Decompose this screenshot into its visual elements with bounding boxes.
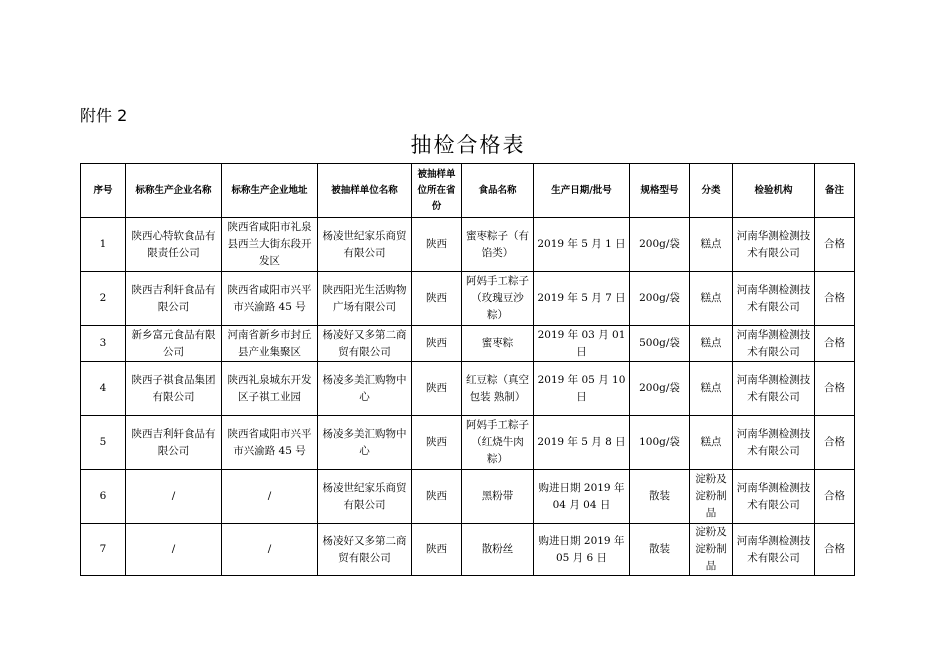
table-row bbox=[81, 416, 855, 470]
cell-province: 陕西 bbox=[412, 416, 462, 470]
cell-inspection-org: 河南华测检测技术有限公司 bbox=[733, 326, 815, 362]
cell-remark: 合格 bbox=[815, 326, 855, 362]
cell-production-date: 2019 年 5 月 1 日 bbox=[534, 218, 630, 272]
header-no: 序号 bbox=[81, 164, 126, 218]
inspection-table bbox=[80, 163, 855, 576]
cell-food-name: 阿妈手工粽子（玫瑰豆沙粽） bbox=[462, 272, 534, 326]
header-food-name: 食品名称 bbox=[462, 164, 534, 218]
cell-province: 陕西 bbox=[412, 362, 462, 416]
cell-spec: 200g/袋 bbox=[630, 218, 690, 272]
cell-producer-address: 陕西省咸阳市兴平市兴渝路 45 号 bbox=[222, 272, 318, 326]
cell-producer: / bbox=[126, 524, 222, 576]
cell-production-date: 购进日期 2019 年 05 月 6 日 bbox=[534, 524, 630, 576]
cell-producer-address: 陕西礼泉城东开发区子祺工业园 bbox=[222, 362, 318, 416]
cell-remark: 合格 bbox=[815, 416, 855, 470]
cell-producer: 陕西吉利轩食品有限公司 bbox=[126, 416, 222, 470]
cell-food-name: 黑粉带 bbox=[462, 470, 534, 524]
cell-category: 糕点 bbox=[690, 272, 733, 326]
cell-inspection-org: 河南华测检测技术有限公司 bbox=[733, 272, 815, 326]
cell-sampled-unit: 杨凌多美汇购物中心 bbox=[318, 416, 412, 470]
cell-no: 4 bbox=[81, 362, 126, 416]
cell-producer: 陕西子祺食品集团有限公司 bbox=[126, 362, 222, 416]
cell-remark: 合格 bbox=[815, 272, 855, 326]
cell-spec: 200g/袋 bbox=[630, 272, 690, 326]
cell-production-date: 购进日期 2019 年 04 月 04 日 bbox=[534, 470, 630, 524]
cell-spec: 100g/袋 bbox=[630, 416, 690, 470]
table-row bbox=[81, 524, 855, 576]
cell-inspection-org: 河南华测检测技术有限公司 bbox=[733, 470, 815, 524]
table-row bbox=[81, 362, 855, 416]
cell-production-date: 2019 年 03 月 01 日 bbox=[534, 326, 630, 362]
cell-remark: 合格 bbox=[815, 524, 855, 576]
cell-no: 6 bbox=[81, 470, 126, 524]
cell-inspection-org: 河南华测检测技术有限公司 bbox=[733, 416, 815, 470]
cell-producer-address: / bbox=[222, 470, 318, 524]
cell-production-date: 2019 年 05 月 10 日 bbox=[534, 362, 630, 416]
cell-province: 陕西 bbox=[412, 218, 462, 272]
cell-category: 糕点 bbox=[690, 362, 733, 416]
cell-category: 淀粉及淀粉制品 bbox=[690, 470, 733, 524]
cell-producer: 陕西吉利轩食品有限公司 bbox=[126, 272, 222, 326]
cell-producer-address: 陕西省咸阳市礼泉县西兰大街东段开发区 bbox=[222, 218, 318, 272]
cell-inspection-org: 河南华测检测技术有限公司 bbox=[733, 362, 815, 416]
cell-province: 陕西 bbox=[412, 470, 462, 524]
cell-no: 3 bbox=[81, 326, 126, 362]
cell-producer-address: 陕西省咸阳市兴平市兴渝路 45 号 bbox=[222, 416, 318, 470]
cell-producer-address: / bbox=[222, 524, 318, 576]
cell-category: 淀粉及淀粉制品 bbox=[690, 524, 733, 576]
cell-no: 7 bbox=[81, 524, 126, 576]
cell-producer: / bbox=[126, 470, 222, 524]
cell-sampled-unit: 杨凌多美汇购物中心 bbox=[318, 362, 412, 416]
cell-province: 陕西 bbox=[412, 326, 462, 362]
cell-inspection-org: 河南华测检测技术有限公司 bbox=[733, 524, 815, 576]
cell-spec: 200g/袋 bbox=[630, 362, 690, 416]
cell-producer-address: 河南省新乡市封丘县产业集聚区 bbox=[222, 326, 318, 362]
header-inspection-org: 检验机构 bbox=[733, 164, 815, 218]
table-row bbox=[81, 470, 855, 524]
cell-production-date: 2019 年 5 月 7 日 bbox=[534, 272, 630, 326]
cell-category: 糕点 bbox=[690, 416, 733, 470]
attachment-label: 附件 2 bbox=[80, 106, 128, 125]
cell-food-name: 散粉丝 bbox=[462, 524, 534, 576]
cell-sampled-unit: 杨凌好又多第二商贸有限公司 bbox=[318, 524, 412, 576]
cell-no: 1 bbox=[81, 218, 126, 272]
cell-remark: 合格 bbox=[815, 218, 855, 272]
document-title: 抽检合格表 bbox=[410, 133, 526, 157]
header-producer: 标称生产企业名称 bbox=[126, 164, 222, 218]
cell-food-name: 阿妈手工粽子（红烧牛肉粽） bbox=[462, 416, 534, 470]
cell-province: 陕西 bbox=[412, 524, 462, 576]
cell-production-date: 2019 年 5 月 8 日 bbox=[534, 416, 630, 470]
cell-no: 5 bbox=[81, 416, 126, 470]
cell-no: 2 bbox=[81, 272, 126, 326]
cell-spec: 散装 bbox=[630, 524, 690, 576]
cell-sampled-unit: 陕西阳光生活购物广场有限公司 bbox=[318, 272, 412, 326]
cell-food-name: 蜜枣粽 bbox=[462, 326, 534, 362]
table-row bbox=[81, 272, 855, 326]
cell-remark: 合格 bbox=[815, 470, 855, 524]
cell-sampled-unit: 杨凌世纪家乐商贸有限公司 bbox=[318, 218, 412, 272]
cell-province: 陕西 bbox=[412, 272, 462, 326]
cell-inspection-org: 河南华测检测技术有限公司 bbox=[733, 218, 815, 272]
cell-food-name: 蜜枣粽子（有馅类） bbox=[462, 218, 534, 272]
table-header-row bbox=[81, 164, 855, 218]
cell-sampled-unit: 杨凌好又多第二商贸有限公司 bbox=[318, 326, 412, 362]
cell-producer: 陕西心特软食品有限责任公司 bbox=[126, 218, 222, 272]
header-province: 被抽样单位所在省份 bbox=[412, 164, 462, 218]
cell-remark: 合格 bbox=[815, 362, 855, 416]
table-row bbox=[81, 218, 855, 272]
cell-spec: 散装 bbox=[630, 470, 690, 524]
cell-spec: 500g/袋 bbox=[630, 326, 690, 362]
header-sampled-unit: 被抽样单位名称 bbox=[318, 164, 412, 218]
cell-food-name: 红豆粽（真空包装 熟制） bbox=[462, 362, 534, 416]
cell-category: 糕点 bbox=[690, 326, 733, 362]
cell-category: 糕点 bbox=[690, 218, 733, 272]
header-remark: 备注 bbox=[815, 164, 855, 218]
cell-sampled-unit: 杨凌世纪家乐商贸有限公司 bbox=[318, 470, 412, 524]
header-spec: 规格型号 bbox=[630, 164, 690, 218]
cell-producer: 新乡富元食品有限公司 bbox=[126, 326, 222, 362]
header-producer-address: 标称生产企业地址 bbox=[222, 164, 318, 218]
table-row bbox=[81, 326, 855, 362]
header-production-date: 生产日期/批号 bbox=[534, 164, 630, 218]
header-category: 分类 bbox=[690, 164, 733, 218]
